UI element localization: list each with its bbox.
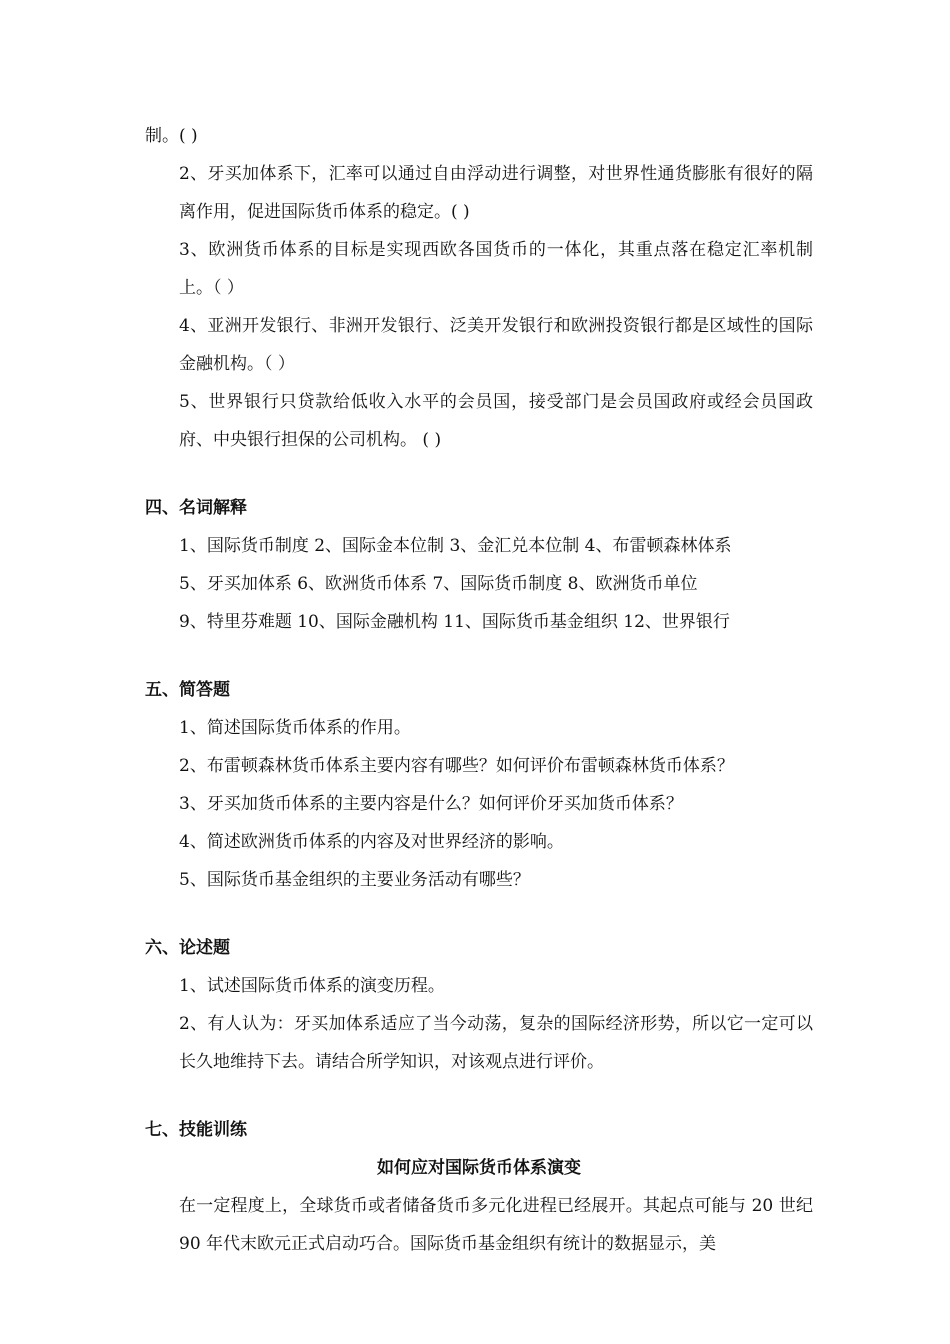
case-title: 如何应对国际货币体系演变 — [377, 1158, 581, 1178]
true-false-question-2: 2、牙买加体系下，汇率可以通过自由浮动进行调整，对世界性通货膨胀有很好的隔离作用，促进国际货币体系的稳定。( ) — [179, 164, 813, 222]
section-gap — [145, 459, 813, 489]
terms-line-1: 1、国际货币制度 2、国际金本位制 3、金汇兑本位制 4、布雷顿森林体系 — [179, 536, 732, 556]
section-heading-skills: 七、技能训练 — [145, 1120, 247, 1140]
terms-line-3: 9、特里芬难题 10、国际金融机构 11、国际货币基金组织 12、世界银行 — [179, 612, 730, 632]
case-paragraph: 在一定程度上，全球货币或者储备货币多元化进程已经展开。其起点可能与 20 世纪 90 年代末欧元正式启动巧合。国际货币基金组织有统计的数据显示，美 — [179, 1196, 813, 1254]
short-answer-4: 4、简述欧洲货币体系的内容及对世界经济的影响。 — [179, 832, 564, 852]
section-gap — [145, 641, 813, 671]
true-false-question-3: 3、欧洲货币体系的目标是实现西欧各国货币的一体化，其重点落在稳定汇率机制上。（ ） — [179, 240, 813, 298]
section-heading-short-answer: 五、简答题 — [145, 680, 230, 700]
document-body — [145, 117, 813, 1263]
short-answer-2: 2、布雷顿森林货币体系主要内容有哪些？如何评价布雷顿森林货币体系？ — [179, 756, 734, 776]
short-answer-5: 5、国际货币基金组织的主要业务活动有哪些？ — [179, 870, 530, 890]
section-heading-terms: 四、名词解释 — [145, 498, 247, 518]
section-gap — [145, 1081, 813, 1111]
short-answer-1: 1、简述国际货币体系的作用。 — [179, 718, 411, 738]
short-answer-3: 3、牙买加货币体系的主要内容是什么？如何评价牙买加货币体系？ — [179, 794, 683, 814]
question-continuation: 制。( ) — [145, 126, 198, 146]
essay-question-1: 1、试述国际货币体系的演变历程。 — [179, 976, 445, 996]
section-gap — [145, 899, 813, 929]
section-heading-essay: 六、论述题 — [145, 938, 230, 958]
true-false-question-5: 5、世界银行只贷款给低收入水平的会员国，接受部门是会员国政府或经会员国政府、中央银行担保的公司机构。 ( ) — [179, 392, 813, 450]
terms-line-2: 5、牙买加体系 6、欧洲货币体系 7、国际货币制度 8、欧洲货币单位 — [179, 574, 698, 594]
true-false-question-4: 4、亚洲开发银行、非洲开发银行、泛美开发银行和欧洲投资银行都是区域性的国际金融机构。（ ） — [179, 316, 813, 374]
essay-question-2: 2、有人认为：牙买加体系适应了当今动荡，复杂的国际经济形势，所以它一定可以长久地维持下去。请结合所学知识，对该观点进行评价。 — [179, 1014, 813, 1072]
